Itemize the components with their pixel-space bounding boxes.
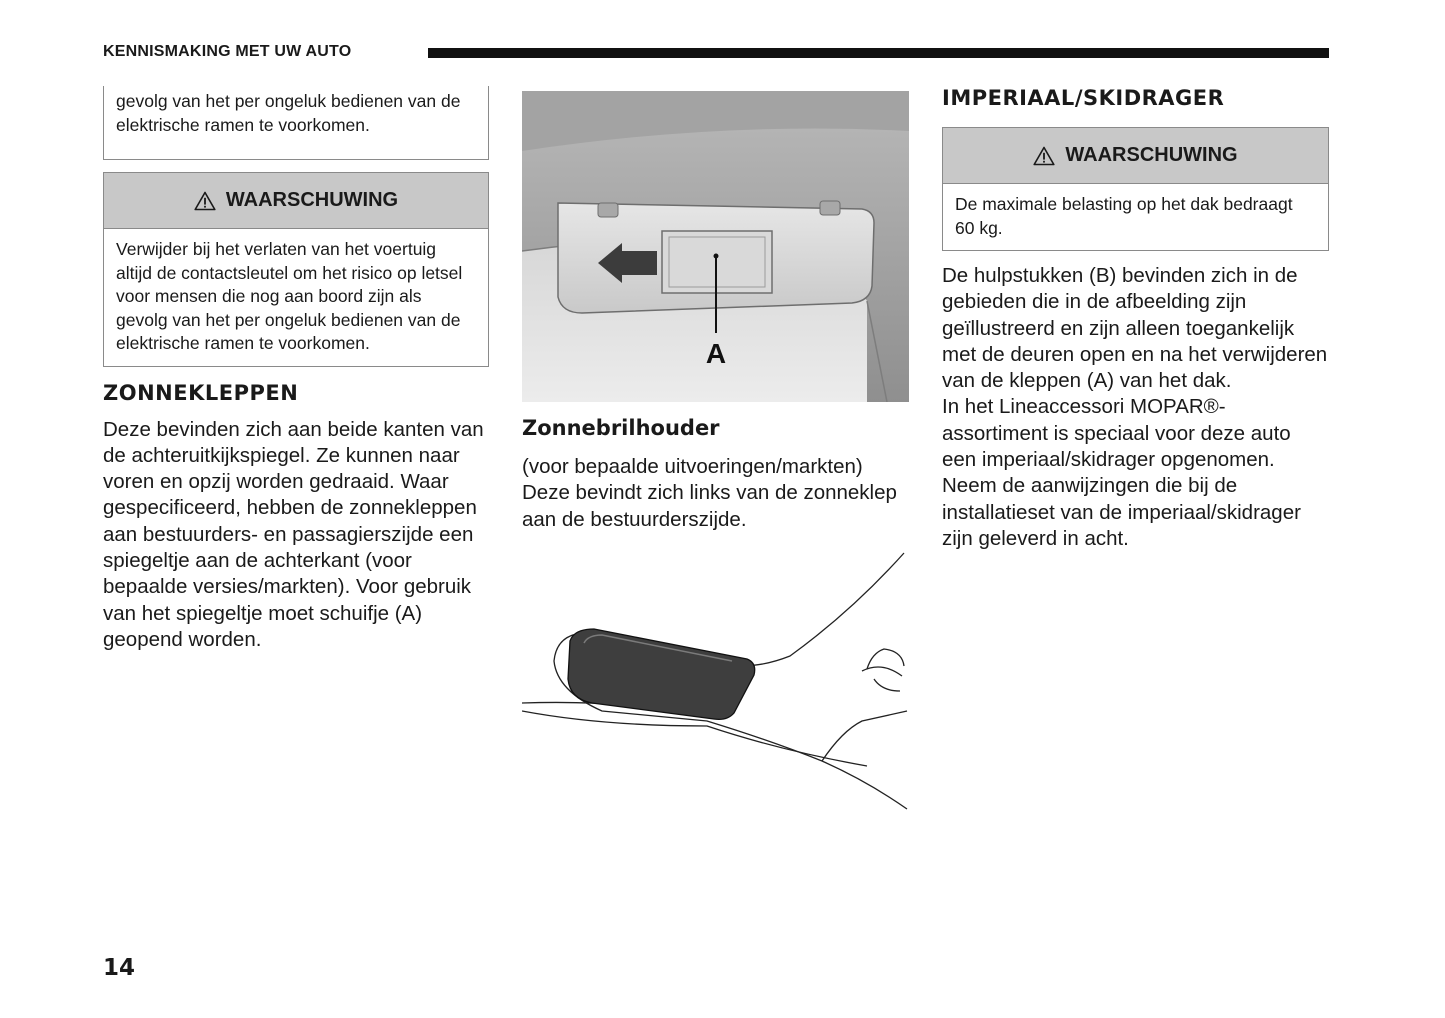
warning-continued-text: gevolg van het per ongeluk bedienen van de elektrische ramen te voorkomen.: [116, 91, 461, 135]
page-number: 14: [103, 955, 136, 981]
subsection-title-zonnebrilhouder: Zonnebrilhouder: [522, 416, 720, 440]
figure-callout-a: A: [705, 338, 727, 369]
body-imperiaal-p1: De hulpstukken (B) bevinden zich in de gebieden die in de afbeelding zijn geïllustreerd en zijn alleen toegankelijk met de deuren open en na het verwijderen van de kleppen (A) van het dak.: [942, 264, 1328, 393]
warning-triangle-icon: [1033, 146, 1055, 166]
figure-sun-visor: [522, 91, 909, 402]
subsection-note: (voor bepaalde uitvoeringen/markten): [522, 455, 863, 478]
column-right: [942, 86, 1329, 552]
warning-header: [104, 173, 488, 229]
header-rule: [428, 48, 1329, 58]
section-title-zonnekleppen: ZONNEKLEPPEN: [103, 380, 299, 405]
body-imperiaal-p2: In het Lineaccessori MOPAR®-assortiment is speciaal voor deze auto een imperiaal/skidrager opgenomen.: [942, 395, 1291, 472]
section-title-imperiaal: IMPERIAAL/SKIDRAGER: [942, 86, 1225, 110]
figure-sunglasses-holder: [522, 551, 909, 811]
body-imperiaal-p3: Neem de aanwijzingen die bij de installatieset van de imperiaal/skidrager zijn geleverd in acht.: [942, 474, 1301, 550]
column-left: [103, 86, 489, 653]
header-title: KENNISMAKING MET UW AUTO: [103, 43, 352, 60]
warning-triangle-icon: [194, 191, 216, 211]
warning-box-continued: [103, 86, 489, 160]
warning-text: Verwijder bij het verlaten van het voertuig altijd de contactsleutel om het risico op letsel voor mensen die nog aan boord zijn als gevolg van het per ongeluk bedienen van de elektrische ramen te voorkomen.: [116, 239, 463, 353]
body-zonnekleppen: Deze bevinden zich aan beide kanten van de achteruitkijkspiegel. Ze kunnen naar voren en opzij worden gedraaid. Waar gespecificeerd, hebben de zonnekleppen aan bestuurders- en passagierszijde een spiegeltje aan de achterkant (voor bepaalde versies/markten). Voor gebruik van het spiegeltje moet schuifje (A) geopend worden.: [103, 417, 484, 651]
warning-text-roof: De maximale belasting op het dak bedraagt 60 kg.: [955, 194, 1293, 238]
warning-header-roof: [943, 128, 1328, 184]
column-middle: [522, 91, 909, 533]
warning-label-roof: WAARSCHUWING: [1065, 144, 1238, 166]
subsection-body: Deze bevindt zich links van de zonneklep aan de bestuurderszijde.: [522, 481, 897, 531]
warning-box-roof: [942, 127, 1329, 251]
warning-label: WAARSCHUWING: [225, 189, 399, 211]
warning-box: [103, 172, 489, 367]
